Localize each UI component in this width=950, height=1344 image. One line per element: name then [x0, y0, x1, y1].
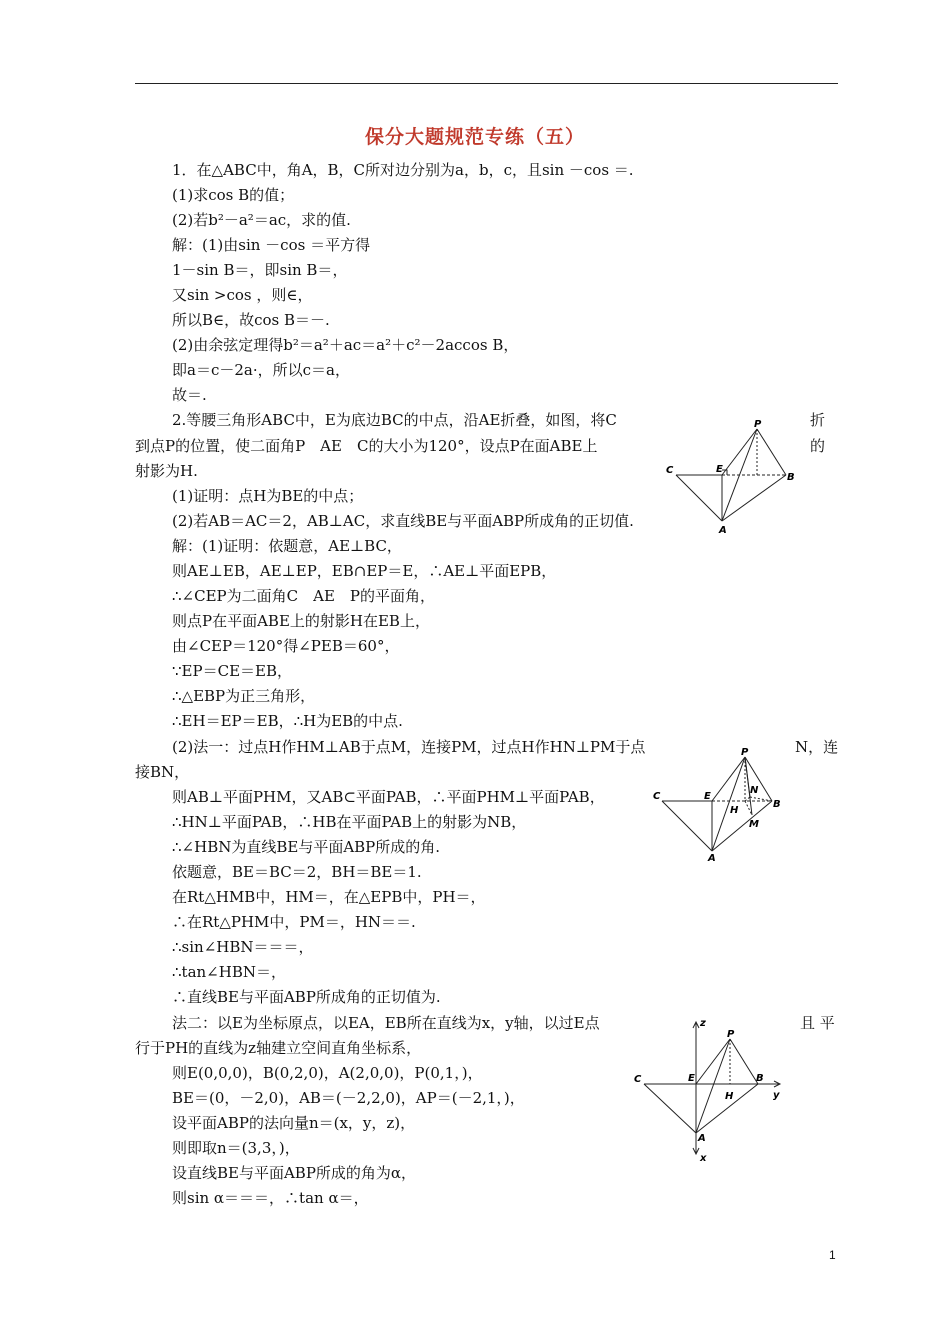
text-line: 又sin >cos ，则∈，	[172, 286, 313, 304]
right-note: 的	[810, 437, 826, 455]
text-line: 则E(0,0,0)，B(0,2,0)，A(2,0,0)，P(0,1，)，	[172, 1064, 483, 1082]
figure-1-diagram	[660, 415, 800, 540]
text-line: 则即取n＝(3,3，)，	[172, 1139, 300, 1157]
text-line: ∴sin∠HBN＝＝＝，	[172, 938, 314, 956]
fig3-label-B: B	[756, 1073, 764, 1084]
text-line: (2)由余弦定理得b²＝a²＋ac＝a²＋c²－2accos B，	[172, 336, 519, 354]
text-line: ∴直线BE与平面ABP所成角的正切值为.	[172, 988, 441, 1006]
page-title: 保分大题规范专练（五）	[364, 126, 585, 148]
fig2-label-P: P	[741, 747, 749, 758]
text-line: 法二：以E为坐标原点，以EA，EB所在直线为x，y轴，以过E点	[172, 1014, 600, 1032]
fig2-label-N: N	[750, 785, 759, 796]
text-line: 即a＝c－2a·，所以c＝a，	[172, 361, 350, 379]
text-line: 依题意，BE＝BC＝2，BH＝BE＝1.	[172, 863, 422, 881]
text-line: ∴HN⊥平面PAB，∴HB在平面PAB上的射影为NB，	[172, 813, 527, 831]
text-line: 接BN，	[135, 763, 190, 781]
fig3-label-P: P	[727, 1029, 735, 1040]
text-line: 则点P在平面ABE上的射影H在EB上，	[172, 612, 430, 630]
text-line: (2)若b²－a²＝ac，求的值.	[172, 211, 351, 229]
text-line: ∴∠CEP为二面角C AE P的平面角，	[172, 587, 435, 605]
text-line: 解：(1)证明：依题意，AE⊥BC，	[172, 537, 402, 555]
fig1-label-P: P	[754, 419, 762, 430]
text-line: ∴△EBP为正三角形，	[172, 687, 316, 705]
text-line: 到点P的位置，使二面角P AE C的大小为120°，设点P在面ABE上	[135, 437, 598, 455]
fig3-label-A: A	[698, 1133, 706, 1144]
text-line: 1－sin B＝，即sin B＝，	[172, 261, 348, 279]
text-line: 则sin α＝＝＝，∴tan α＝，	[172, 1189, 369, 1207]
text-line: BE＝(0，－2,0)，AB＝(－2,2,0)，AP＝(－2,1，)，	[172, 1089, 525, 1107]
text-line: ∴tan∠HBN＝，	[172, 963, 286, 981]
text-line: (1)求cos B的值；	[172, 186, 295, 204]
text-line: 则AB⊥平面PHM，又AB⊂平面PAB，∴平面PHM⊥平面PAB，	[172, 788, 605, 806]
right-note: N，连	[795, 738, 839, 756]
fig2-label-E: E	[704, 791, 711, 802]
fig1-label-C: C	[666, 465, 674, 476]
fig1-label-B: B	[787, 472, 795, 483]
text-line: ∵EP＝CE＝EB，	[172, 662, 292, 680]
text-line: (2)法一：过点H作HM⊥AB于点M，连接PM，过点H作HN⊥PM于点	[172, 738, 646, 756]
text-line: 设平面ABP的法向量n＝(x，y，z)，	[172, 1114, 416, 1132]
text-line: 由∠CEP＝120°得∠PEB＝60°，	[172, 637, 400, 655]
fig2-label-C: C	[653, 791, 661, 802]
text-line: 所以B∈，故cos B＝－.	[172, 311, 330, 329]
text-line: 射影为H.	[135, 462, 198, 480]
text-line: ∴在Rt△PHM中，PM＝，HN＝＝.	[172, 913, 416, 931]
fig3-label-z: z	[700, 1018, 706, 1029]
text-line: 2.等腰三角形ABC中，E为底边BC的中点，沿AE折叠，如图，将C	[172, 411, 617, 429]
text-line: 解：(1)由sin －cos ＝平方得	[172, 236, 371, 254]
text-line: (1)证明：点H为BE的中点；	[172, 487, 364, 505]
text-line: 行于PH的直线为z轴建立空间直角坐标系，	[135, 1039, 422, 1057]
figure-2-diagram	[650, 745, 790, 865]
fig3-label-x: x	[700, 1153, 707, 1164]
text-line: 在Rt△HMB中，HM＝，在△EPB中，PH＝，	[172, 888, 486, 906]
right-note: 且 平	[800, 1014, 835, 1032]
text-line: ∴EH＝EP＝EB，∴H为EB的中点.	[172, 712, 403, 730]
fig3-label-y: y	[773, 1090, 780, 1101]
fig1-label-A: A	[719, 525, 727, 536]
text-line: ∴∠HBN为直线BE与平面ABP所成的角.	[172, 838, 441, 856]
text-line: 故＝.	[172, 386, 207, 404]
fig1-label-E: E	[716, 464, 723, 475]
fig3-label-H: H	[725, 1091, 734, 1102]
text-line: (2)若AB＝AC＝2，AB⊥AC，求直线BE与平面ABP所成角的正切值.	[172, 512, 634, 530]
fig2-label-H: H	[730, 805, 739, 816]
page-number: 1	[829, 1248, 836, 1262]
right-note: 折	[810, 411, 826, 429]
figure-3-diagram	[630, 1015, 790, 1165]
text-line: 设直线BE与平面ABP所成的角为α，	[172, 1164, 417, 1182]
header-rule	[135, 83, 838, 84]
fig2-label-M: M	[749, 819, 759, 830]
text-line: 1．在△ABC中，角A，B，C所对边分别为a，b，c，且sin －cos ＝.	[172, 161, 634, 179]
fig3-label-E: E	[688, 1073, 695, 1084]
fig2-label-B: B	[773, 799, 781, 810]
fig2-label-A: A	[708, 853, 716, 864]
fig3-label-C: C	[634, 1074, 642, 1085]
text-line: 则AE⊥EB，AE⊥EP，EB∩EP＝E，∴AE⊥平面EPB，	[172, 562, 557, 580]
